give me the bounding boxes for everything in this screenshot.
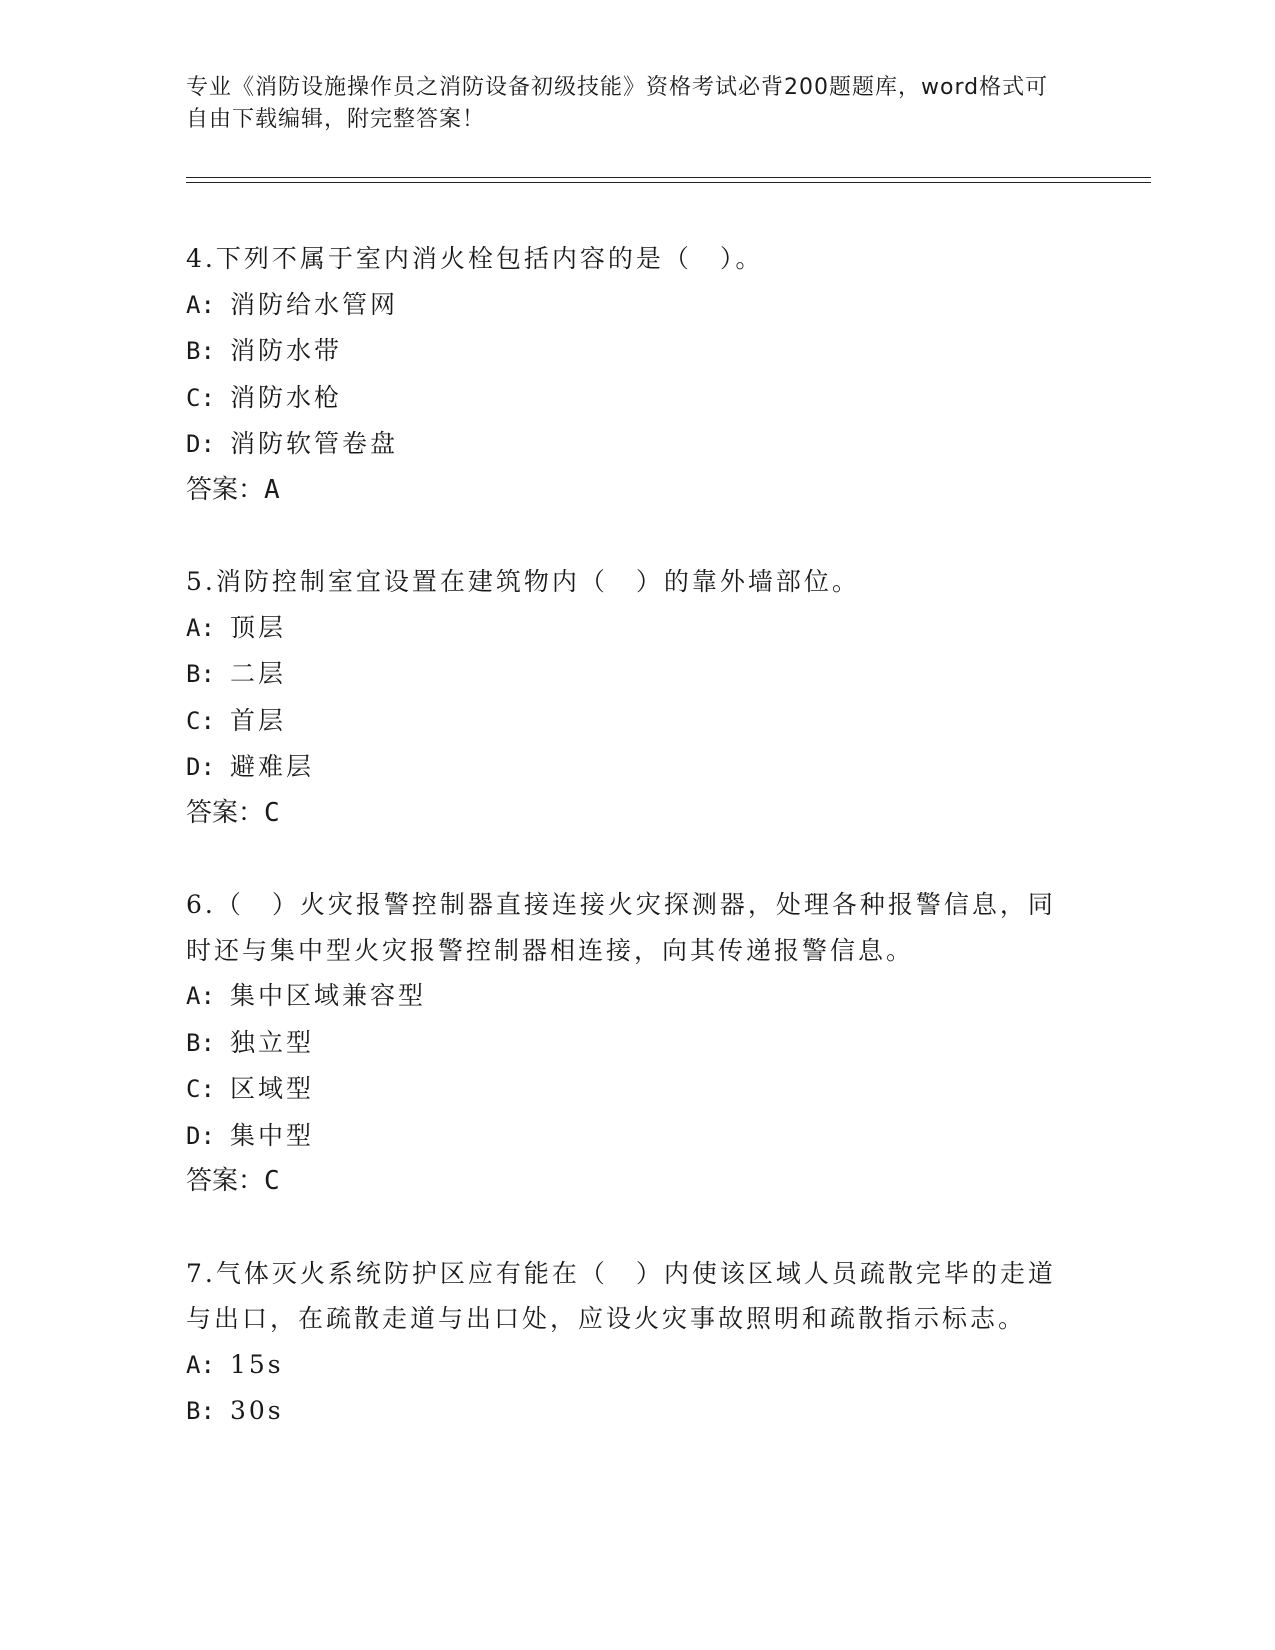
question-list xyxy=(186,236,1066,1481)
option-a xyxy=(186,605,1066,652)
option-text: 集中区域兼容型 xyxy=(230,981,427,1010)
question-6 xyxy=(186,882,1066,1205)
answer-label: 答案： xyxy=(186,1166,265,1196)
option-letter: B: xyxy=(186,1397,215,1425)
option-text: 15s xyxy=(230,1349,284,1379)
option-text: 集中型 xyxy=(230,1120,315,1150)
question-7 xyxy=(186,1251,1066,1435)
option-d xyxy=(186,1113,1066,1160)
option-text: 区域型 xyxy=(230,1074,315,1103)
option-text: 30s xyxy=(230,1396,284,1425)
option-a xyxy=(186,973,1066,1020)
option-letter: D: xyxy=(186,430,215,458)
answer-label: 答案： xyxy=(186,797,265,828)
option-text: 消防水带 xyxy=(230,336,343,365)
question-5 xyxy=(186,559,1066,836)
header-divider-bottom xyxy=(186,182,1151,183)
option-text: 独立型 xyxy=(230,1027,315,1057)
option-a xyxy=(186,282,1066,329)
option-letter: A: xyxy=(186,1350,215,1379)
option-letter: C: xyxy=(186,383,215,412)
question-text: 4.下列不属于室内消火栓包括内容的是（ ）。 xyxy=(186,244,764,273)
option-letter: B: xyxy=(186,660,215,688)
option-letter: C: xyxy=(186,706,215,735)
header-divider-top xyxy=(186,177,1151,178)
document-header xyxy=(186,72,1066,136)
answer-value: C xyxy=(264,1166,280,1196)
document-title: 专业《消防设施操作员之消防设备初级技能》资格考试必背200题题库，word格式可自由下载编辑，附完整答案！ xyxy=(186,75,1049,132)
answer-line xyxy=(186,1159,1066,1205)
answer-value: A xyxy=(264,474,280,505)
option-c xyxy=(186,698,1066,745)
option-text: 消防给水管网 xyxy=(230,289,399,319)
option-letter: A: xyxy=(186,290,215,319)
answer-value: C xyxy=(264,797,280,828)
option-text: 消防水枪 xyxy=(230,382,343,412)
option-d xyxy=(186,421,1066,468)
option-letter: D: xyxy=(186,1121,215,1150)
question-4 xyxy=(186,236,1066,513)
option-letter: A: xyxy=(186,982,215,1010)
option-letter: C: xyxy=(186,1075,215,1103)
option-text: 避难层 xyxy=(230,752,315,781)
option-b xyxy=(186,651,1066,698)
option-letter: B: xyxy=(186,337,215,365)
option-text: 二层 xyxy=(230,659,287,688)
option-text: 首层 xyxy=(230,705,287,735)
option-text: 顶层 xyxy=(230,612,287,642)
option-a xyxy=(186,1342,1066,1389)
option-d xyxy=(186,744,1066,791)
option-b xyxy=(186,1020,1066,1067)
option-c xyxy=(186,375,1066,422)
answer-line xyxy=(186,791,1066,837)
option-letter: D: xyxy=(186,753,215,781)
option-b xyxy=(186,328,1066,375)
option-letter: B: xyxy=(186,1028,215,1057)
question-text: 6.（ ）火灾报警控制器直接连接火灾探测器，处理各种报警信息，同时还与集中型火灾报警控制器相连接，向其传递报警信息。 xyxy=(186,890,1056,965)
answer-line xyxy=(186,468,1066,514)
option-letter: A: xyxy=(186,613,215,642)
option-text: 消防软管卷盘 xyxy=(230,429,399,458)
question-text: 5.消防控制室宜设置在建筑物内（ ）的靠外墙部位。 xyxy=(186,567,860,596)
option-c xyxy=(186,1066,1066,1113)
question-text: 7.气体灭火系统防护区应有能在（ ）内使该区域人员疏散完毕的走道与出口，在疏散走道与出口处，应设火灾事故照明和疏散指示标志。 xyxy=(186,1258,1056,1333)
option-b xyxy=(186,1388,1066,1435)
answer-label: 答案： xyxy=(186,474,265,505)
